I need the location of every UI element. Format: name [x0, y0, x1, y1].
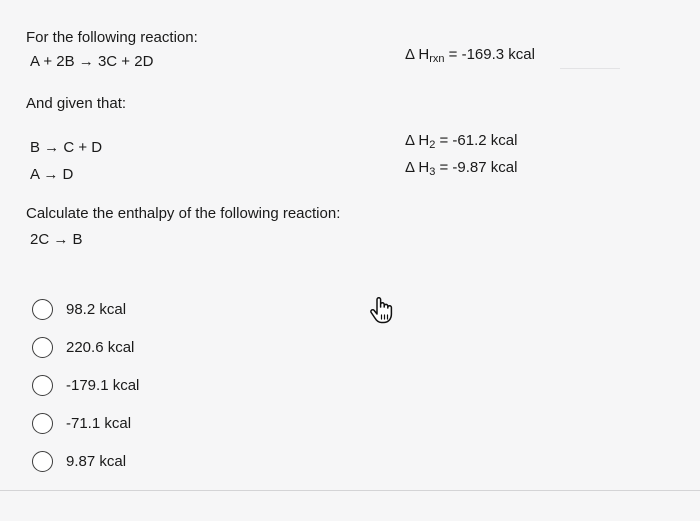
given-enthalpy-1: [405, 132, 517, 150]
answer-option-label: 9.87 kcal: [66, 452, 127, 470]
delta-h-symbol: Δ H: [405, 159, 430, 176]
target-reaction: 2C → B: [30, 231, 83, 248]
given-enthalpy-2: [405, 159, 517, 177]
answer-option-label: 98.2 kcal: [66, 300, 127, 318]
answer-option-5[interactable]: [32, 448, 126, 474]
radio-button[interactable]: [32, 337, 53, 358]
delta-h-symbol: Δ H: [405, 132, 430, 149]
answer-option-2[interactable]: [32, 334, 134, 360]
calc-label: Calculate the enthalpy of the following reaction:: [26, 205, 341, 222]
given-reaction-2: A → D: [30, 166, 74, 183]
bottom-divider: [0, 490, 700, 491]
answer-option-4[interactable]: [32, 410, 131, 436]
delta-h-value: = -61.2 kcal: [439, 132, 518, 149]
delta-h-symbol: Δ H: [405, 46, 430, 63]
answer-option-label: 220.6 kcal: [66, 338, 135, 356]
answer-option-label: -71.1 kcal: [66, 414, 132, 432]
delta-h-subscript: 2: [429, 139, 436, 151]
answer-option-1[interactable]: [32, 296, 126, 322]
main-reaction-equation: A + 2B → 3C + 2D: [30, 53, 154, 70]
delta-h-value: = -169.3 kcal: [448, 46, 535, 63]
delta-h-value: = -9.87 kcal: [439, 159, 518, 176]
delta-h-subscript: 3: [429, 166, 436, 178]
question-intro: For the following reaction:: [26, 29, 198, 46]
radio-button[interactable]: [32, 413, 53, 434]
given-label: And given that:: [26, 95, 127, 112]
radio-button[interactable]: [32, 451, 53, 472]
answer-option-label: -179.1 kcal: [66, 376, 140, 394]
answer-option-3[interactable]: [32, 372, 139, 398]
radio-button[interactable]: [32, 299, 53, 320]
divider-faint: [560, 68, 620, 69]
main-reaction-enthalpy: [405, 46, 535, 64]
given-reaction-1: B → C + D: [30, 139, 103, 156]
hand-pointer-icon: [368, 295, 396, 325]
radio-button[interactable]: [32, 375, 53, 396]
delta-h-subscript: rxn: [429, 53, 445, 65]
